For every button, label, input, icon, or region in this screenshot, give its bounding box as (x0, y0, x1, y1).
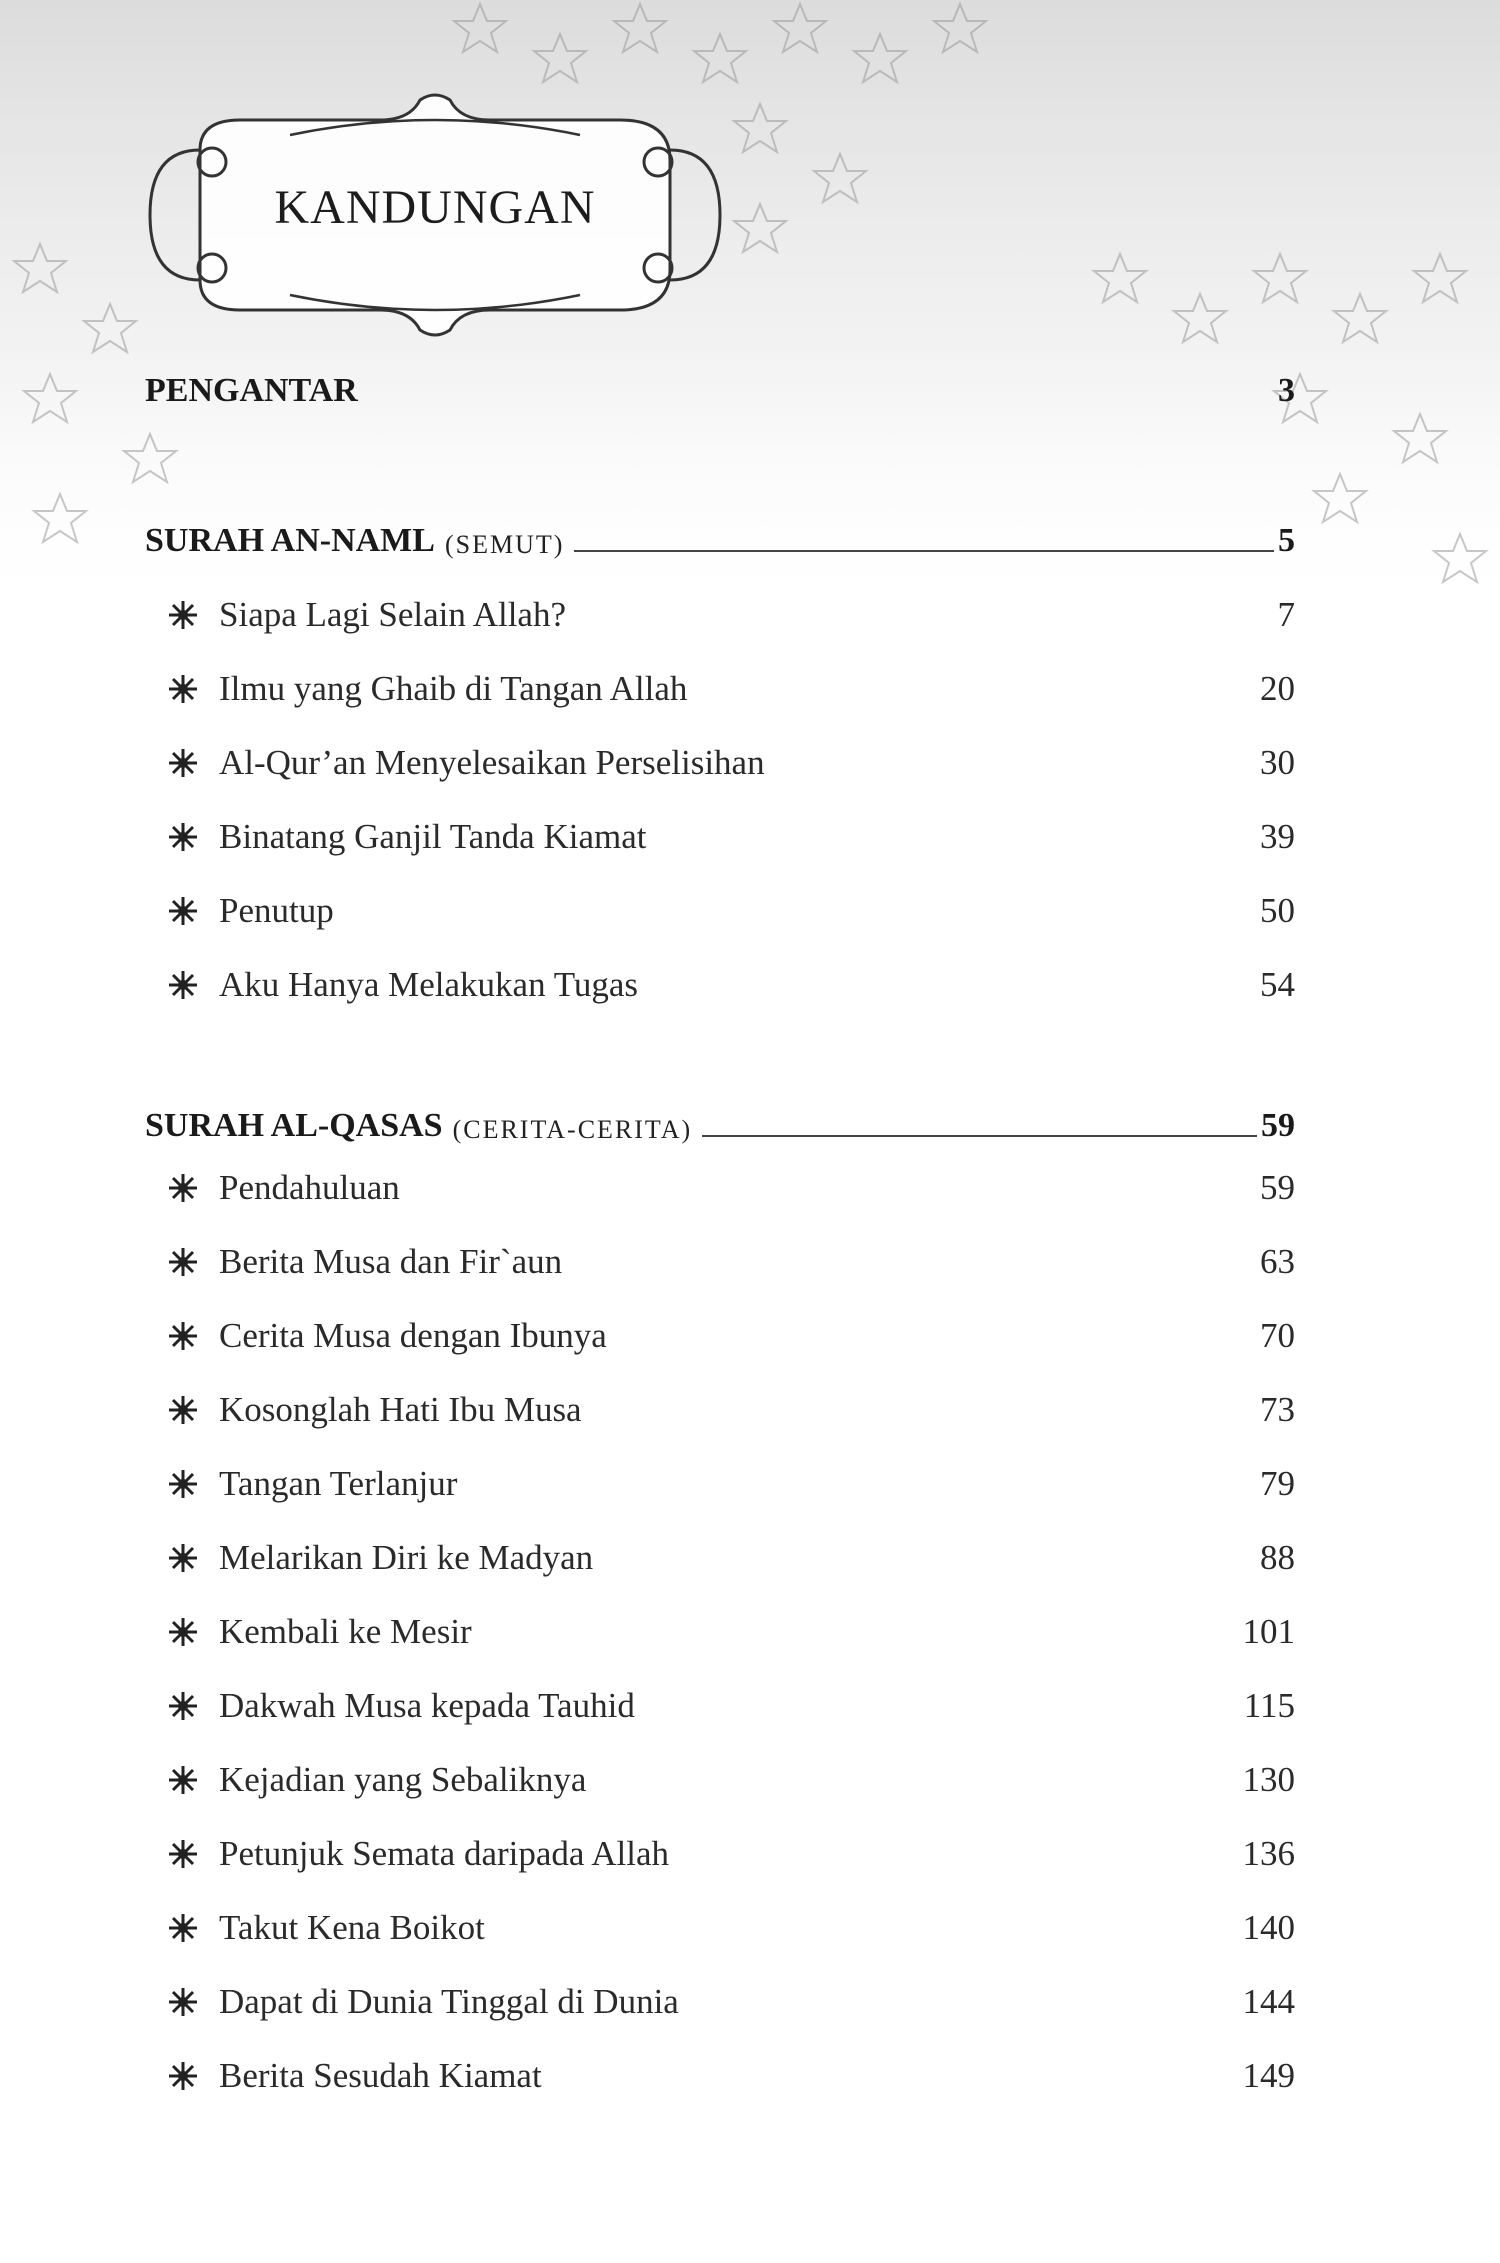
ornament-bullet-icon (167, 1468, 199, 1500)
ornament-bullet-icon (167, 1320, 199, 1352)
leader-line (574, 549, 1274, 552)
entry-title: Petunjuk Semata daripada Allah (219, 1834, 670, 1873)
entry-page-number: 54 (1260, 965, 1295, 1004)
section-page-number: 3 (1278, 372, 1295, 409)
entry-page-number: 73 (1260, 1390, 1295, 1429)
entry-title: Binatang Ganjil Tanda Kiamat (219, 817, 647, 856)
entry-page-number: 101 (1242, 1612, 1295, 1651)
ornament-bullet-icon (167, 1986, 199, 2018)
entry-title: Al-Qur’an Menyelesaikan Perselisihan (219, 743, 765, 782)
entry-page-number: 59 (1260, 1168, 1295, 1207)
section-heading-pengantar[interactable] (145, 360, 1295, 410)
ornament-bullet-icon (167, 1394, 199, 1426)
toc-entry[interactable] (145, 590, 1295, 640)
entry-title: Berita Musa dan Fir`aun (219, 1242, 563, 1281)
entry-page-number: 20 (1260, 669, 1295, 708)
section-page-number: 5 (1278, 522, 1295, 559)
entry-page-number: 70 (1260, 1316, 1295, 1355)
toc-entry[interactable] (145, 1163, 1295, 1213)
entry-title: Berita Sesudah Kiamat (219, 2056, 542, 2095)
ornament-bullet-icon (167, 599, 199, 631)
ornament-bullet-icon (167, 1690, 199, 1722)
section-title: PENGANTAR (145, 372, 358, 409)
section-subtitle: (CERITA-CERITA) (452, 1115, 693, 1144)
section-heading-an-naml[interactable] (145, 510, 1295, 560)
entry-title: Penutup (219, 891, 334, 930)
entry-title: Kembali ke Mesir (219, 1612, 472, 1651)
toc-entry[interactable] (145, 812, 1295, 862)
entry-title: Kejadian yang Sebaliknya (219, 1760, 587, 1799)
toc-entry[interactable] (145, 664, 1295, 714)
section-title: SURAH AN-NAML (145, 522, 435, 559)
toc-entry[interactable] (145, 1459, 1295, 1509)
ornament-bullet-icon (167, 1764, 199, 1796)
ornament-bullet-icon (167, 1838, 199, 1870)
toc-entry[interactable] (145, 738, 1295, 788)
entry-page-number: 63 (1260, 1242, 1295, 1281)
toc-entry[interactable] (145, 1977, 1295, 2027)
section-title: SURAH AL-QASAS (145, 1107, 443, 1144)
toc-entry[interactable] (145, 1681, 1295, 1731)
toc-entry[interactable] (145, 1755, 1295, 1805)
entry-title: Aku Hanya Melakukan Tugas (219, 965, 638, 1004)
entry-page-number: 50 (1260, 891, 1295, 930)
entry-page-number: 144 (1242, 1982, 1295, 2021)
entry-page-number: 30 (1260, 743, 1295, 782)
ornament-bullet-icon (167, 1542, 199, 1574)
section-heading-al-qasas[interactable] (145, 1095, 1295, 1145)
toc-entry[interactable] (145, 886, 1295, 936)
entry-title: Pendahuluan (219, 1168, 400, 1207)
entry-title: Cerita Musa dengan Ibunya (219, 1316, 607, 1355)
entry-title: Ilmu yang Ghaib di Tangan Allah (219, 669, 688, 708)
section-subtitle: (SEMUT) (444, 530, 565, 559)
entry-page-number: 79 (1260, 1464, 1295, 1503)
ornament-bullet-icon (167, 2060, 199, 2092)
entry-title: Kosonglah Hati Ibu Musa (219, 1390, 582, 1429)
entry-title: Dakwah Musa kepada Tauhid (219, 1686, 635, 1725)
entry-page-number: 7 (1277, 595, 1295, 634)
entry-page-number: 130 (1242, 1760, 1295, 1799)
entry-title: Dapat di Dunia Tinggal di Dunia (219, 1982, 679, 2021)
ornament-bullet-icon (167, 673, 199, 705)
toc-entry[interactable] (145, 1237, 1295, 1287)
entry-page-number: 136 (1242, 1834, 1295, 1873)
entry-page-number: 115 (1243, 1686, 1295, 1725)
entry-title: Takut Kena Boikot (219, 1908, 485, 1947)
entry-page-number: 88 (1260, 1538, 1295, 1577)
section-page-number: 59 (1261, 1107, 1295, 1144)
toc-entry[interactable] (145, 1385, 1295, 1435)
ornament-bullet-icon (167, 1172, 199, 1204)
toc-entry[interactable] (145, 1533, 1295, 1583)
ornament-bullet-icon (167, 1912, 199, 1944)
ornament-bullet-icon (167, 747, 199, 779)
ornament-bullet-icon (167, 1616, 199, 1648)
leader-line (702, 1134, 1257, 1137)
entry-title: Melarikan Diri ke Madyan (219, 1538, 594, 1577)
toc-entry[interactable] (145, 1903, 1295, 1953)
toc-entry[interactable] (145, 1829, 1295, 1879)
ornament-bullet-icon (167, 1246, 199, 1278)
ornament-bullet-icon (167, 821, 199, 853)
page-title: KANDUNGAN (274, 181, 596, 234)
ornament-bullet-icon (167, 969, 199, 1001)
toc-entry[interactable] (145, 2051, 1295, 2101)
entry-page-number: 149 (1242, 2056, 1295, 2095)
entry-page-number: 140 (1242, 1908, 1295, 1947)
ornament-bullet-icon (167, 895, 199, 927)
toc-entry[interactable] (145, 1607, 1295, 1657)
toc-entry[interactable] (145, 960, 1295, 1010)
entry-title: Tangan Terlanjur (219, 1464, 458, 1503)
entry-title: Siapa Lagi Selain Allah? (219, 595, 566, 634)
toc-entry[interactable] (145, 1311, 1295, 1361)
entry-page-number: 39 (1260, 817, 1295, 856)
